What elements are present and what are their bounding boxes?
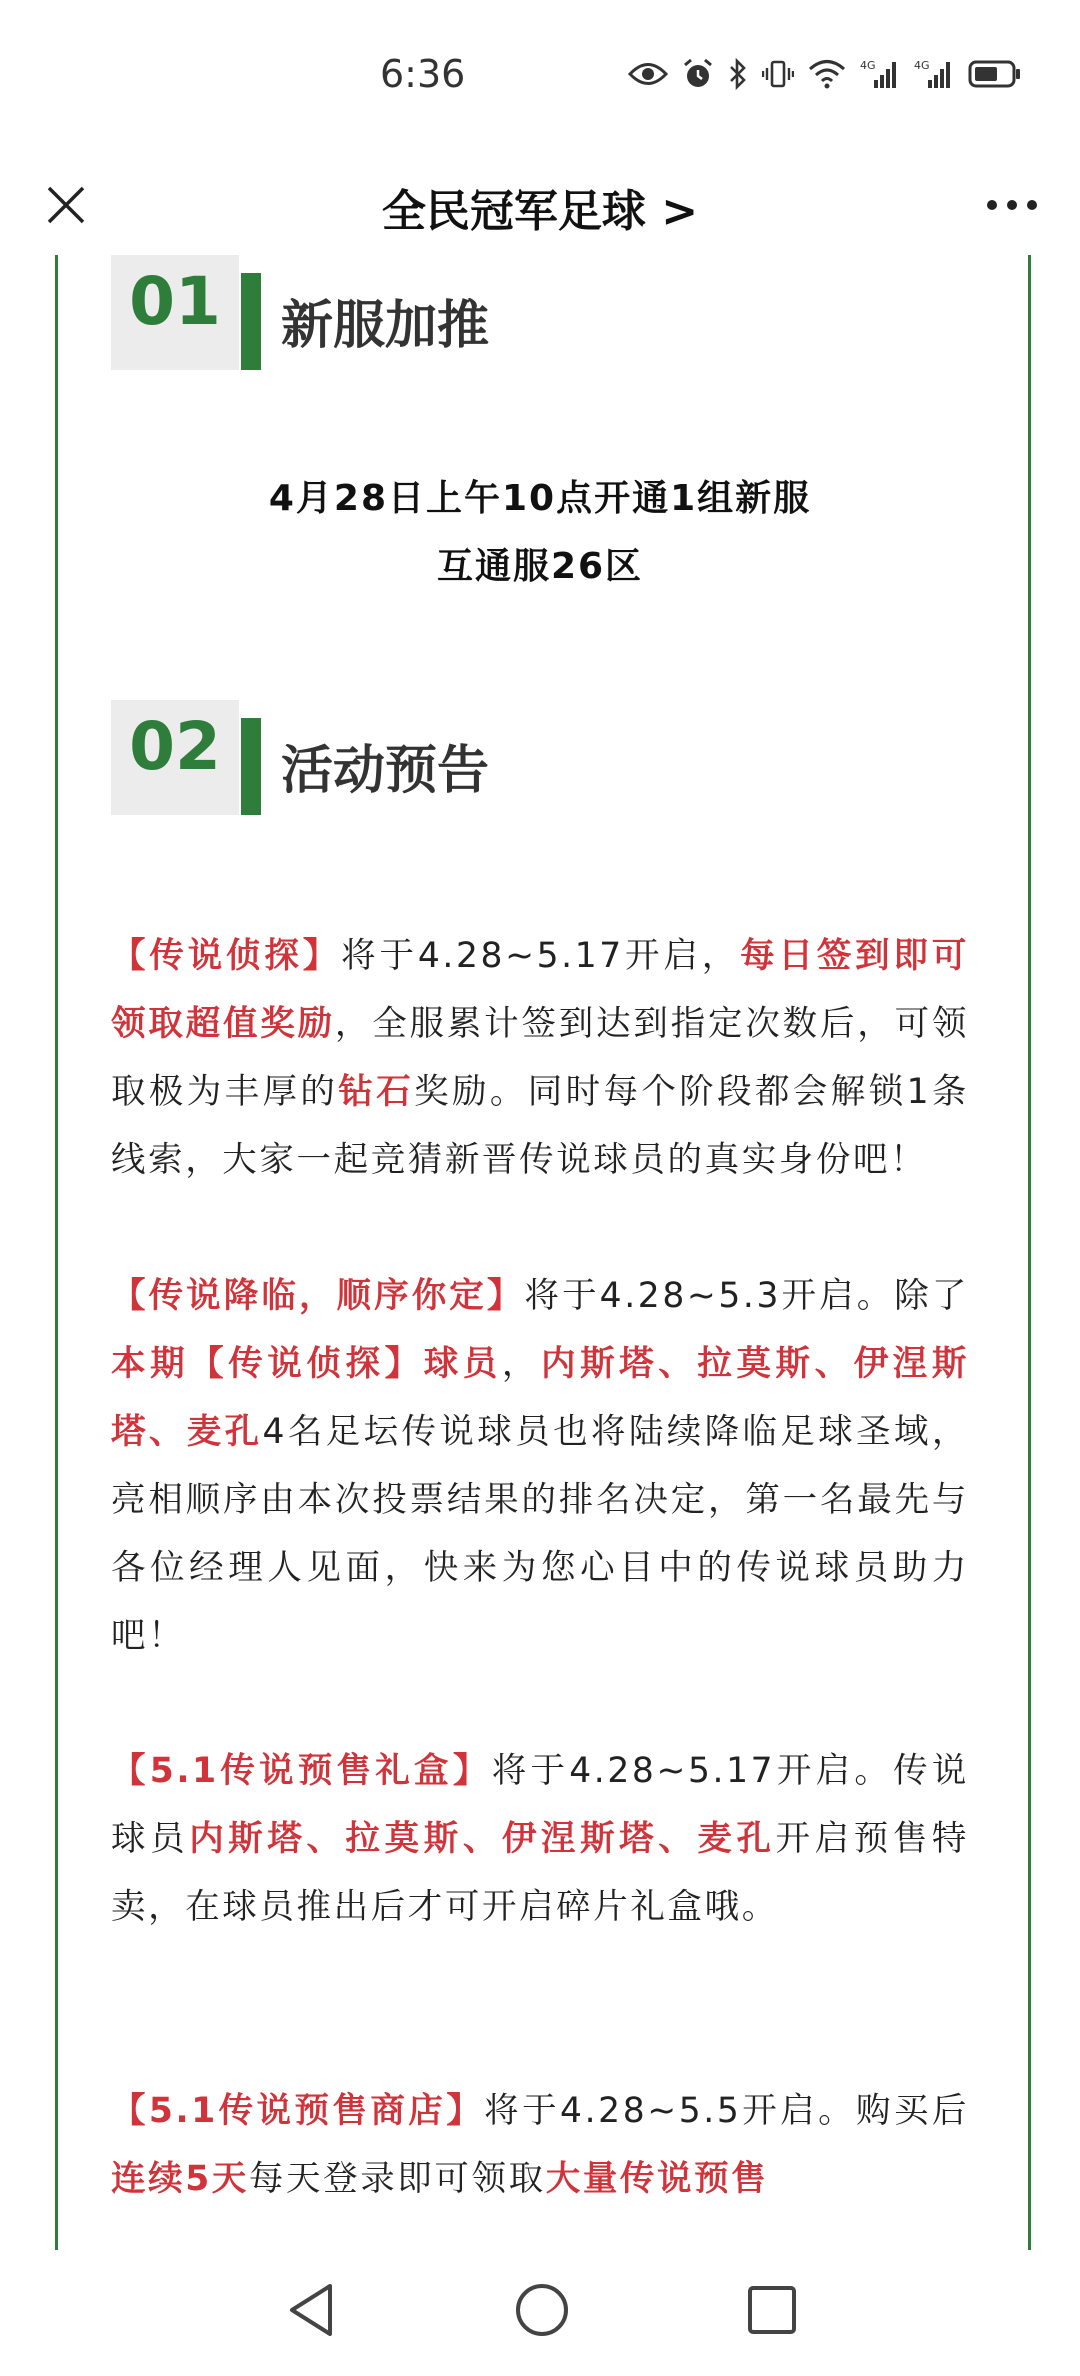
body-text: 4名足坛传说球员也将陆续降临足球圣域，亮相顺序由本次投票结果的排名决定，第一名最先与各位经理人见面，快来为您心目中的传说球员助力吧！ (111, 1412, 969, 1656)
network-label: 4G (860, 59, 876, 72)
section-title: 新服加推 (281, 296, 490, 356)
highlight-text: 内斯塔、拉莫斯、伊涅斯塔、麦孔 (111, 1344, 969, 1452)
body-text: 开启预售特卖，在球员推出后才可开启碎片礼盒哦。 (111, 1819, 970, 1927)
paragraph-presale-shop (111, 2077, 969, 2213)
paragraph-legend-detective (111, 922, 969, 1194)
body-text: 奖励。同时每个阶段都会解锁1条线索，大家一起竞猜新晋传说球员的真实身份吧！ (111, 1072, 970, 1180)
more-button[interactable] (974, 167, 1050, 243)
server-info-line1: 4月28日上午10点开通1组新服 (268, 478, 812, 519)
body-text: 将于4.28~5.17开启， (341, 936, 741, 976)
section-number-box (111, 255, 239, 370)
server-info-line2: 互通服26区 (436, 546, 644, 587)
status-icons (628, 58, 1022, 90)
highlight-text: 大量传说预售 (545, 2159, 769, 2199)
section-title: 活动预告 (281, 741, 490, 801)
highlight-text: 【传说侦探】 (111, 936, 342, 976)
vibrate-icon (762, 58, 794, 90)
highlight-text: 本期【传说侦探】球员 (111, 1344, 502, 1384)
highlight-text: 内斯塔、拉莫斯、伊涅斯塔、麦孔 (189, 1819, 776, 1859)
eye-icon (628, 59, 668, 89)
paragraph-legend-arrival (111, 1262, 969, 1670)
section-accent-bar (241, 273, 261, 370)
highlight-text: 【传说降临，顺序你定】 (111, 1276, 525, 1316)
section-accent-bar (241, 718, 261, 815)
bluetooth-icon (728, 58, 748, 90)
recent-square-icon (740, 2278, 804, 2342)
section-number: 01 (129, 263, 221, 340)
body-text: ， (501, 1344, 541, 1384)
network-label: 4G (914, 59, 930, 72)
body-text: 将于4.28~5.5开启。购买后 (484, 2091, 969, 2131)
highlight-text: 钻石 (338, 1072, 415, 1112)
recent-apps-button[interactable] (740, 2278, 804, 2346)
status-time: 6:36 (380, 52, 466, 96)
highlight-text: 【5.1传说预售商店】 (111, 2091, 485, 2131)
highlight-text: 每日签到即可领取超值奖励 (111, 936, 969, 1044)
status-bar (0, 0, 1080, 155)
home-circle-icon (510, 2278, 574, 2342)
wifi-icon (808, 59, 846, 89)
nav-bar (0, 155, 1080, 255)
body-text: 将于4.28~5.17开启。传说球员 (111, 1751, 969, 1859)
paragraph-presale-giftbox (111, 1737, 969, 1941)
alarm-icon (682, 58, 714, 90)
signal-4g-icon (914, 58, 954, 90)
back-triangle-icon (280, 2278, 344, 2342)
home-button[interactable] (510, 2278, 574, 2346)
section-number: 02 (129, 708, 221, 785)
section-number-box (111, 700, 239, 815)
highlight-text: 连续5天 (111, 2159, 249, 2199)
battery-icon (968, 59, 1022, 89)
signal-4g-icon (860, 58, 900, 90)
body-text: 将于4.28~5.3开启。除了 (524, 1276, 969, 1316)
system-nav-bar (0, 2250, 1080, 2376)
highlight-text: 【5.1传说预售礼盒】 (111, 1751, 492, 1791)
body-text: 每天登录即可领取 (248, 2159, 546, 2199)
article-content[interactable] (0, 255, 1080, 2250)
page-title[interactable]: 全民冠军足球 > (381, 186, 699, 237)
more-dots-icon (986, 199, 1038, 211)
back-button[interactable] (280, 2278, 344, 2346)
body-text: ，全服累计签到达到指定次数后，可领取极为丰厚的 (111, 1004, 969, 1112)
